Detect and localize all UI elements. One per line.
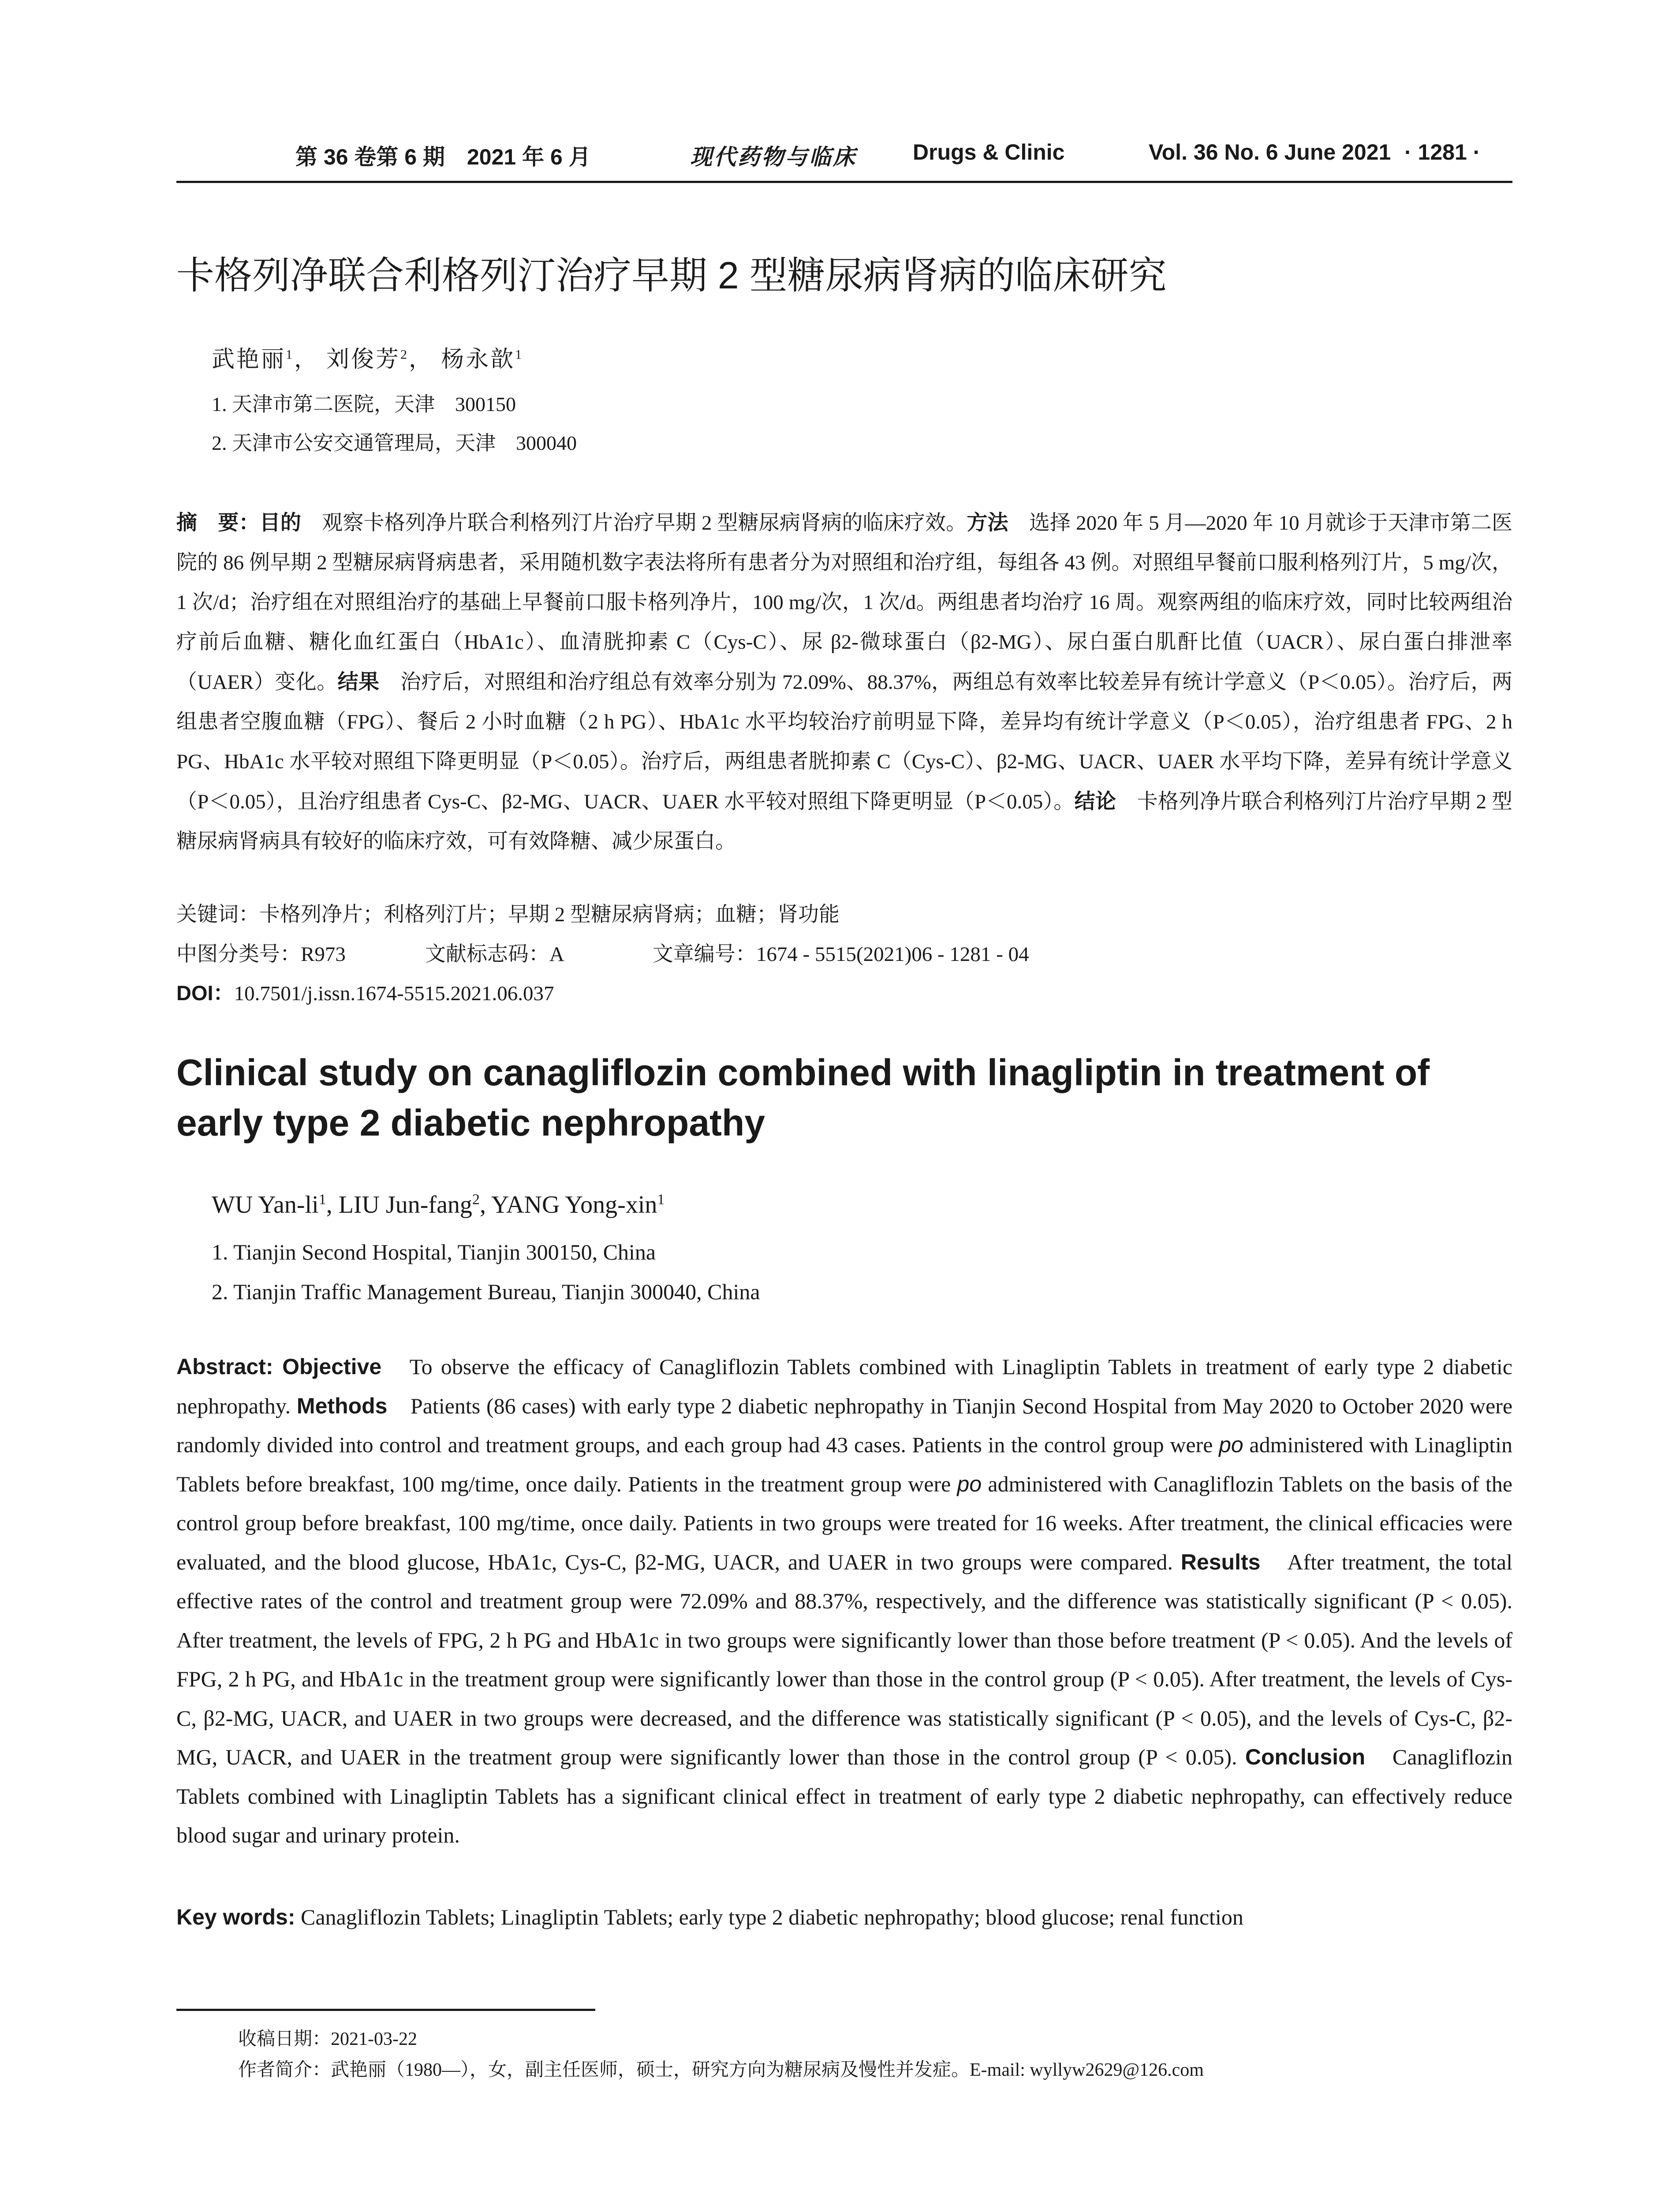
author-affiliation-mark: 2 [400, 347, 409, 362]
author-affiliation-mark: 1 [286, 347, 295, 362]
author-name: YANG Yong-xin [491, 1191, 657, 1218]
methods-en-label: Methods [296, 1393, 388, 1418]
results-label: 结果 [337, 670, 380, 693]
clc-value: R973 [301, 943, 346, 966]
affiliation-en-2: 2. Tianjin Traffic Management Bureau, Tianjin 300040, China [212, 1279, 760, 1304]
route-po: po [957, 1471, 982, 1496]
objective-label: 目的 [259, 511, 301, 534]
author-affiliation-mark: 1 [657, 1191, 665, 1208]
header-journal-cn: 现代药物与临床 [690, 145, 857, 169]
doc-code-value: A [549, 943, 564, 966]
clc-label: 中图分类号： [176, 942, 301, 965]
affiliation-cn-2: 2. 天津市公安交通管理局，天津 300040 [212, 432, 577, 454]
author-affiliation-mark: 1 [515, 347, 524, 362]
methods-en-text-c: administered with Canagliflozin Tablets on the basis of the control group before breakfast, 100 mg/time, once daily. Patients in two groups were treated for 16 weeks. After treatment, the clinical efficacies were evaluated, and the blood glucose, HbA1c, Cys-C, β2-MG, UACR, and UAER in two groups were compared. [176, 1471, 1512, 1574]
abstract-cn [176, 503, 1512, 861]
header-journal-en: Drugs & Clinic [913, 140, 1065, 164]
article-number-value: 1674 - 5515(2021)06 - 1281 - 04 [756, 943, 1029, 966]
objective-en-text: To observe the efficacy of Canagliflozin Tablets combined with Linagliptin Tablets in treatment of early type 2 diabetic nephropathy. [176, 1354, 1512, 1418]
article-title-cn: 卡格列净联合利格列汀治疗早期 2 型糖尿病肾病的临床研究 [176, 254, 1167, 297]
keywords-en-label: Key words: [176, 1905, 295, 1929]
footnote-rule [176, 2009, 595, 2011]
author-bio-text: 武艳丽（1980—），女，副主任医师，硕士，研究方向为糖尿病及慢性并发症。E-mail: wyllyw2629@126.com [331, 2060, 1204, 2080]
keywords-en [176, 1904, 1243, 1930]
author-name: 刘俊芳 [326, 347, 401, 372]
keywords-text: 卡格列净片；利格列汀片；早期 2 型糖尿病肾病；血糖；肾功能 [259, 903, 840, 926]
doc-code-label: 文献标志码： [425, 942, 549, 965]
footnote-received [238, 2024, 417, 2051]
article-number-label: 文章编号： [652, 942, 756, 965]
conclusion-label: 结论 [1074, 789, 1116, 813]
received-label: 收稿日期： [238, 2028, 331, 2049]
results-en-label: Results [1180, 1549, 1261, 1574]
received-date: 2021-03-22 [331, 2029, 417, 2049]
methods-label: 方法 [967, 511, 1008, 534]
conclusion-text: 卡格列净片联合利格列汀片治疗早期 2 型糖尿病肾病具有较好的临床疗效，可有效降糖、减少尿蛋白。 [176, 790, 1513, 853]
author-name: LIU Jun-fang [338, 1191, 472, 1218]
methods-en-text-b: administered with Linagliptin Tablets before breakfast, 100 mg/time, once daily. Patients in the treatment group were [176, 1432, 1512, 1496]
running-header [176, 132, 1512, 183]
conclusion-en-text: Canagliflozin Tablets combined with Linagliptin Tablets has a significant clinical effect in treatment of early type 2 diabetic nephropathy, can effectively reduce blood sugar and urinary protein. [176, 1745, 1513, 1847]
header-volume-cn: 第 36 卷第 6 期 2021 年 6 月 [295, 145, 591, 169]
affiliation-en-1: 1. Tianjin Second Hospital, Tianjin 300150, China [212, 1240, 656, 1264]
affiliation-cn-1: 1. 天津市第二医院，天津 300150 [212, 393, 516, 415]
header-volume-en: Vol. 36 No. 6 June 2021 [1149, 140, 1391, 164]
methods-text: 选择 2020 年 5 月—2020 年 10 月就诊于天津市第二医院的 86 例早期 2 型糖尿病肾病患者，采用随机数字表法将所有患者分为对照组和治疗组，每组各 43 例。对照组早餐前口服利格列汀片，5 mg/次，1 次/d；治疗组在对照组治疗的基础上早餐前口服卡格列净片，100 mg/次，1 次/d。两组患者均治疗 16 周。观察两组的临床疗效，同时比较两组治疗前后血糖、糖化血红蛋白（HbA1c）、血清胱抑素 C（Cys-C）、尿 β2-微球蛋白（β2-MG）、尿白蛋白肌酐比值（UACR）、尿白蛋白排泄率（UAER）变化。 [176, 512, 1513, 694]
author-affiliation-mark: 1 [318, 1191, 326, 1208]
authors-en: WU Yan-$li^1$, LIU Jun-fang$^2$, YANG Yong-xin$^1$ [212, 1191, 665, 1218]
objective-text: 观察卡格列净片联合利格列汀片治疗早期 2 型糖尿病肾病的临床疗效。 [322, 512, 967, 534]
doi-value: 10.7501/j.issn.1674-5515.2021.06.037 [234, 982, 554, 1005]
authors-cn: 武艳丽$^1$， 刘俊芳$^2$， 杨永歆$^1$ [212, 347, 524, 372]
keywords-label: 关键词： [176, 902, 259, 926]
abstract-en [176, 1347, 1512, 1855]
classification-line [176, 938, 1029, 967]
results-text: 治疗后，对照组和治疗组总有效率分别为 72.09%、88.37%，两组总有效率比较差异有统计学意义（P＜0.05）。治疗后，两组患者空腹血糖（FPG）、餐后 2 小时血糖（2 h PG）、HbA1c 水平均较治疗前明显下降，差异均有统计学意义（P＜0.05），治疗组患者 FPG、2 h PG、HbA1c 水平较对照组下降更明显（P＜0.05）。治疗后，两组患者胱抑素 C（Cys-C）、β2-MG、UACR、UAER 水平均下降，差异有统计学意义（P＜0.05），且治疗组患者 Cys-C、β2-MG、UACR、UAER 水平较对照组下降更明显（P＜0.05）。 [176, 671, 1513, 813]
methods-en-text-a: Patients (86 cases) with early type 2 diabetic nephropathy in Tianjin Second Hospital from May 2020 to October 2020 were randomly divided into control and treatment groups, and each group had 43 cases. Patients in the control group were [176, 1393, 1513, 1457]
author-name: 杨永歆 [441, 347, 515, 372]
results-en-text: After treatment, the total effective rates of the control and treatment group were 72.09% and 88.37%, respectively, and the difference was statistically significant (P < 0.05). After treatment, the levels of FPG, 2 h PG and HbA1c in two groups were significantly lower than those before treatment (P < 0.05). And the levels of FPG, 2 h PG, and HbA1c in the treatment group were significantly lower than those in the control group (P < 0.05). After treatment, the levels of Cys-C, β2-MG, UACR, and UAER in two groups were decreased, and the difference was statistically significant (P < 0.05), and the levels of Cys-C, β2-MG, UACR, and UAER in the treatment group were significantly lower than those in the control group (P < 0.05). [176, 1549, 1512, 1769]
abstract-en-label: Abstract: Objective [176, 1354, 382, 1379]
route-po: po [1219, 1432, 1243, 1457]
author-name: WU Yan-li [212, 1191, 319, 1218]
footnote-author [238, 2055, 1204, 2082]
keywords-cn [176, 898, 840, 927]
doi-line [176, 977, 554, 1006]
author-bio-label: 作者简介： [238, 2059, 331, 2080]
conclusion-en-label: Conclusion [1245, 1745, 1366, 1769]
author-name: 武艳丽 [212, 347, 286, 372]
article-title-en: Clinical study on canagliflozin combined with linagliptin in treatment of early type 2 diabetic nephropathy [176, 1052, 1430, 1144]
abstract-label: 摘 要： [176, 511, 260, 534]
doi-label: DOI： [176, 981, 234, 1005]
header-page-number: · 1281 · [1404, 140, 1481, 164]
keywords-en-text: Canagliflozin Tablets; Linagliptin Tablets; early type 2 diabetic nephropathy; blood glucose; renal function [301, 1905, 1243, 1929]
author-affiliation-mark: 2 [472, 1191, 480, 1208]
